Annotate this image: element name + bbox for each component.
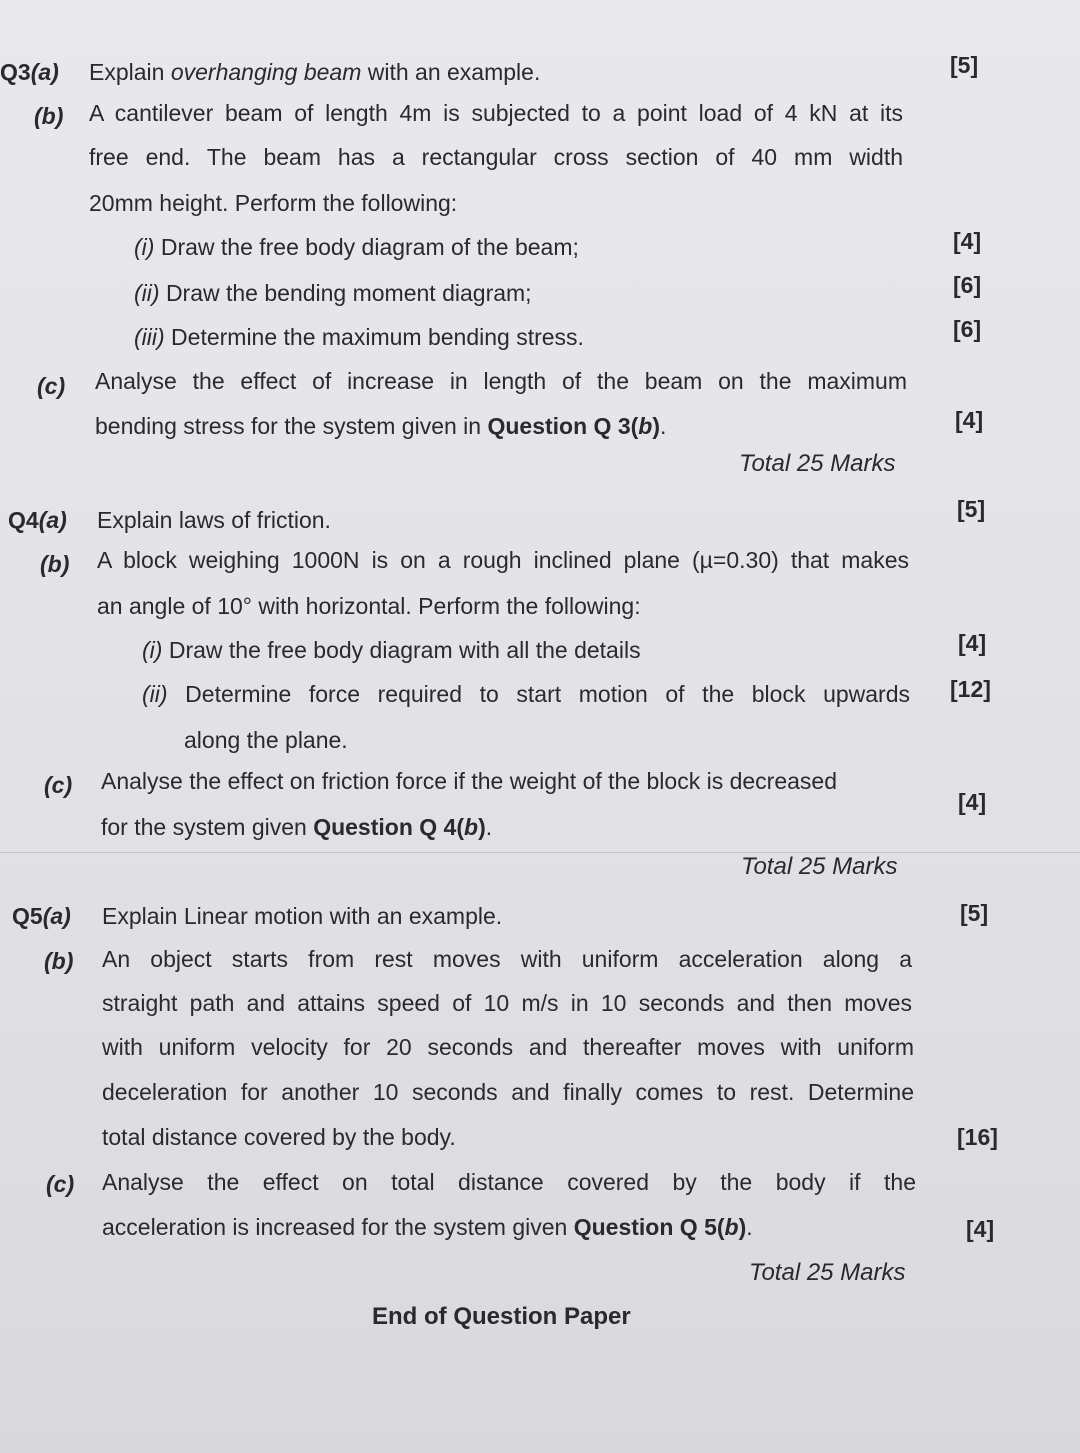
q4a-text: Explain laws of friction. [97, 507, 331, 533]
q3a-text: Explain overhanging beam with an example. [89, 59, 541, 85]
q5b-line-3: with uniform velocity for 20 seconds and thereafter moves with uniform [102, 1034, 914, 1060]
q4b-item-i-marks: [4] [958, 630, 987, 656]
q4b-item-i: (i) Draw the free body diagram with all the details [142, 637, 641, 663]
q4b-item-ii-cont: along the plane. [184, 727, 348, 753]
q5b-marks: [16] [957, 1124, 998, 1150]
q3b-item-iii: (iii) Determine the maximum bending stress. [134, 324, 584, 350]
q3b-item-ii-marks: [6] [953, 272, 982, 298]
end-of-paper: End of Question Paper [372, 1303, 631, 1330]
q3b-line-1: A cantilever beam of length 4m is subjected to a point load of 4 kN at its [89, 100, 903, 126]
q5c-line-1: Analyse the effect on total distance covered by the body if the [102, 1169, 916, 1195]
q3c-label: (c) [37, 373, 66, 399]
q3c-marks: [4] [955, 407, 984, 433]
q5c-line-2: acceleration is increased for the system given Question Q 5(b). [102, 1214, 753, 1240]
q3a-marks: [5] [950, 52, 979, 78]
q5b-line-5: total distance covered by the body. [102, 1124, 456, 1150]
q4a-marks: [5] [957, 496, 986, 522]
q3a-label: Q3(a) [0, 59, 59, 85]
q3b-line-2: free end. The beam has a rectangular cross section of 40 mm width [89, 144, 903, 170]
q5c-label: (c) [46, 1171, 75, 1197]
q4b-item-ii: (ii) Determine force required to start motion of the block upwards [142, 681, 911, 707]
q5b-label: (b) [44, 948, 74, 974]
q5a-text: Explain Linear motion with an example. [102, 903, 503, 929]
q4a-label: Q4(a) [8, 507, 67, 533]
q4c-line-1: Analyse the effect on friction force if the weight of the block is decreased [101, 768, 837, 794]
q3c-line-2: bending stress for the system given in Question Q 3(b). [95, 413, 667, 439]
q5b-line-1: An object starts from rest moves with uniform acceleration along a [102, 946, 912, 972]
q3c-line-1: Analyse the effect of increase in length of the beam on the maximum [95, 368, 907, 394]
q5a-marks: [5] [960, 900, 989, 926]
q4-total: Total 25 Marks [741, 853, 898, 880]
q3-total: Total 25 Marks [739, 450, 896, 477]
q3b-item-ii: (ii) Draw the bending moment diagram; [134, 280, 532, 306]
q3b-label: (b) [34, 103, 64, 129]
q3b-line-3: 20mm height. Perform the following: [89, 190, 458, 216]
q3b-item-iii-marks: [6] [953, 316, 982, 342]
q4c-marks: [4] [958, 789, 987, 815]
q4b-item-ii-marks: [12] [950, 676, 991, 702]
q4b-line-1: A block weighing 1000N is on a rough inclined plane (µ=0.30) that makes [97, 547, 909, 573]
q4c-line-2: for the system given Question Q 4(b). [101, 814, 493, 840]
q3b-item-i-marks: [4] [953, 228, 982, 254]
q4b-label: (b) [40, 551, 70, 577]
fold-crease [0, 852, 1080, 853]
q5c-marks: [4] [966, 1216, 995, 1242]
q3b-item-i: (i) Draw the free body diagram of the beam; [134, 234, 579, 260]
q5-total: Total 25 Marks [749, 1259, 906, 1286]
q5b-line-4: deceleration for another 10 seconds and finally comes to rest. Determine [102, 1079, 914, 1105]
q5b-line-2: straight path and attains speed of 10 m/s in 10 seconds and then moves [102, 990, 912, 1016]
q4c-label: (c) [44, 772, 73, 798]
q4b-line-2: an angle of 10° with horizontal. Perform the following: [97, 593, 641, 619]
q5a-label: Q5(a) [12, 903, 71, 929]
